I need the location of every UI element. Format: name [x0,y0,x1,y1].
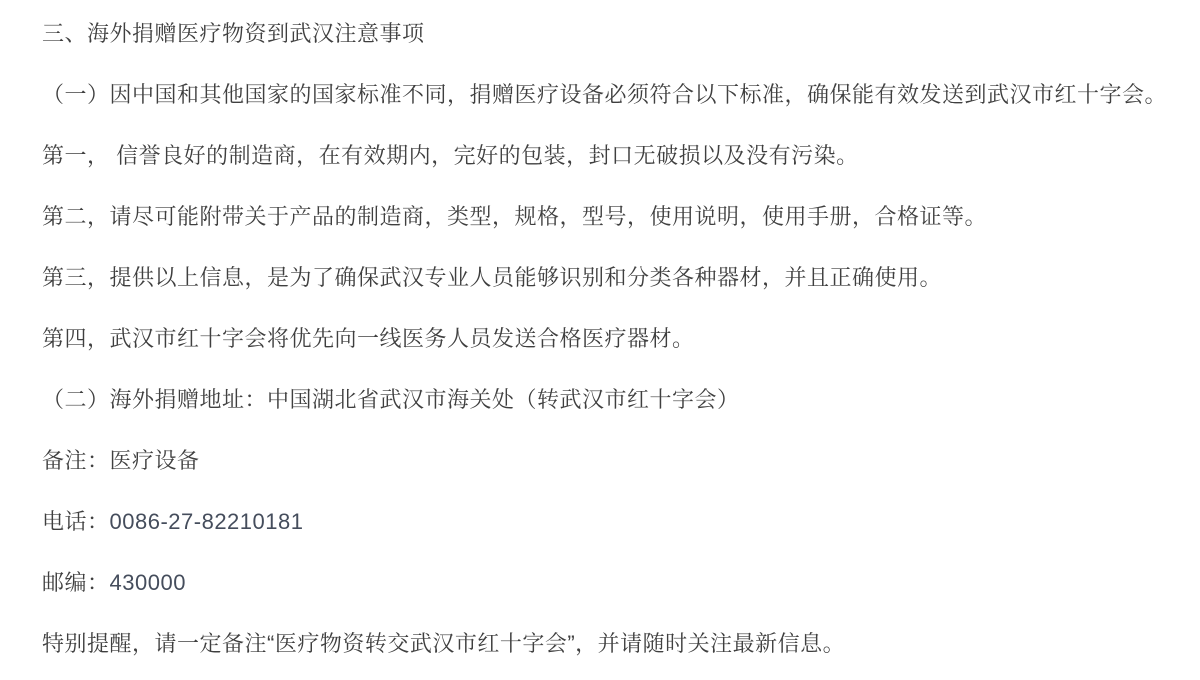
rule-item-3: 第三，提供以上信息，是为了确保武汉专业人员能够识别和分类各种器材，并且正确使用。 [42,265,943,290]
phone-label: 电话： [42,509,110,534]
final-reminder: 特别提醒，请一定备注“医疗物资转交武汉市红十字会”，并请随时关注最新信息。 [42,631,846,656]
phone-number: 0086-27-82210181 [109,509,304,534]
remark-line [42,445,1172,476]
rule-item-2: 第二，请尽可能附带关于产品的制造商，类型，规格，型号，使用说明，使用手册，合格证等。 [42,204,988,229]
section-1-intro: （一）因中国和其他国家的国家标准不同，捐赠医疗设备必须符合以下标准，确保能有效发送到武汉市红十字会。 [42,82,1168,107]
rule-item-4: 第四，武汉市红十字会将优先向一线医务人员发送合格医疗器材。 [42,326,695,351]
postcode-line [42,567,1172,598]
postcode-value: 430000 [109,570,186,595]
rule-item-1: 第一， 信誉良好的制造商，在有效期内，完好的包装，封口无破损以及没有污染。 [42,143,859,168]
phone-line [42,506,1172,537]
remark-value: 医疗设备 [109,448,200,473]
postcode-label: 邮编： [42,570,110,595]
doc-title: 三、海外捐赠医疗物资到武汉注意事项 [42,21,425,46]
section-2-address: （二）海外捐赠地址：中国湖北省武汉市海关处（转武汉市红十字会） [42,387,740,412]
remark-label: 备注： [42,448,110,473]
